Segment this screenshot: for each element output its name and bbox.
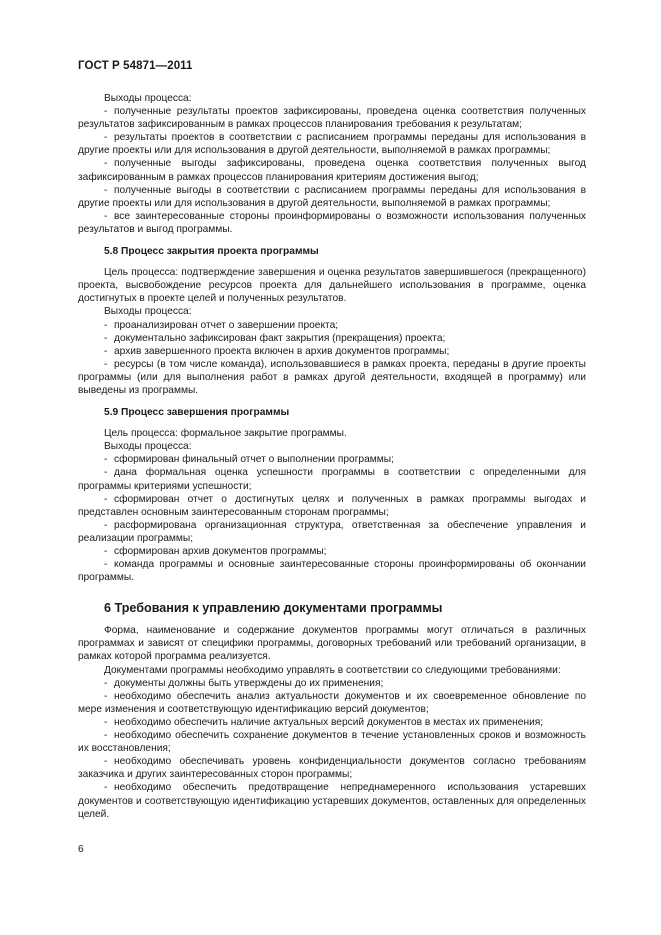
list-item: - необходимо обеспечить анализ актуальности документов и их своевременное обновление по мере изменения и соответствующую идентификацию версий документов; [78, 690, 586, 715]
outputs-label: Выходы процесса: [104, 93, 192, 104]
list-item: - полученные выгоды в соответствии с расписанием программы переданы для использования в другие проекты или для использования в другой деятельности, выполняемой в рамках программы; [78, 184, 586, 209]
list-item: - команда программы и основные заинтересованные стороны проинформированы об окончании программы. [78, 559, 586, 584]
chapter-title-6: 6 Требования к управлению документами программы [104, 601, 443, 616]
list-item: - результаты проектов в соответствии с расписанием программы переданы для использования в другие проекты или для использования в другой деятельности, выполняемой в рамках программы; [78, 132, 586, 157]
section-5-8-list [78, 319, 586, 398]
list-item: - полученные выгоды зафиксированы, проведена оценка соответствия полученных выгод зафиксированным в рамках процессов планирования критериям достижения выгод; [78, 158, 586, 183]
chapter-paragraph: Форма, наименование и содержание документов программы могут отличаться в различных программах и зависят от специфики программы, договорных требований или требований организации, в рамках которой программа реализуется. [78, 625, 586, 663]
section-title-5-8: 5.8 Процесс закрытия проекта программы [104, 246, 319, 258]
list-item: - сформирован архив документов программы; [104, 546, 327, 557]
section-purpose: Цель процесса: подтверждение завершения и оценка результатов завершившегося (прекращенного) проекта, высвобождение ресурсов проекта для дальнейшего использования в программе, оценка достигнутых в проекте целей и полученных результатов. [78, 267, 586, 305]
list-item: - полученные результаты проектов зафиксированы, проведена оценка соответствия полученных результатов зафиксированным в рамках процессов планирования требования к результатам; [78, 106, 586, 131]
list-item: - необходимо обеспечить наличие актуальных версий документов в местах их применения; [104, 716, 544, 728]
section-purpose: Цель процесса: формальное закрытие программы. [104, 428, 347, 440]
list-item: - необходимо обеспечивать уровень конфиденциальности документов согласно требованиям заказчика и других заинтересованных сторон программы; [78, 756, 586, 781]
list-item: - архив завершенного проекта включен в архив документов программы; [104, 345, 450, 357]
outputs-label: Выходы процесса: [104, 441, 192, 453]
list-item: - необходимо обеспечить сохранение документов в течение установленных сроков и возможность их восстановления; [78, 730, 586, 755]
page-content [78, 92, 586, 821]
document-header: ГОСТ Р 54871—2011 [78, 60, 193, 72]
list-item: - необходимо обеспечить предотвращение непреднамеренного использования устаревших документов и соответствующую идентификацию устаревших документов, оставленных для определенных целей. [78, 782, 586, 820]
list-item: - документы должны быть утверждены до их применения; [104, 677, 384, 689]
list-item: - сформирован отчет о достигнутых целях и полученных в рамках программы выгодах и представлен основным заинтересованным сторонам программы; [78, 493, 586, 518]
chapter-6-list [78, 677, 586, 821]
chapter-paragraph: Документами программы необходимо управлять в соответствии со следующими требованиями: [104, 664, 561, 676]
list-item: - расформирована организационная структура, ответственная за обеспечение управления и реализации программы; [78, 519, 586, 544]
page-number: 6 [78, 844, 84, 855]
list-item: - дана формальная оценка успешности программы в соответствии с определенными для программы критериями успешности; [78, 467, 586, 492]
list-item: - сформирован финальный отчет о выполнении программы; [104, 454, 394, 466]
intro-list [78, 105, 586, 236]
list-item: - проанализирован отчет о завершении проекта; [104, 319, 339, 331]
list-item: - документально зафиксирован факт закрытия (прекращения) проекта; [104, 332, 446, 344]
outputs-label: Выходы процесса: [104, 306, 192, 318]
section-5-9-list [78, 453, 586, 584]
list-item: - ресурсы (в том числе команда), использовавшиеся в рамках проекта, переданы в другие проекты программы (или для выполнения работ в рамках другой деятельности, входящей в программу) или выведены из программы. [78, 358, 586, 396]
section-title-5-9: 5.9 Процесс завершения программы [104, 407, 290, 419]
list-item: - все заинтересованные стороны проинформированы о возможности использования полученных результатов и выгод программы. [78, 210, 586, 235]
